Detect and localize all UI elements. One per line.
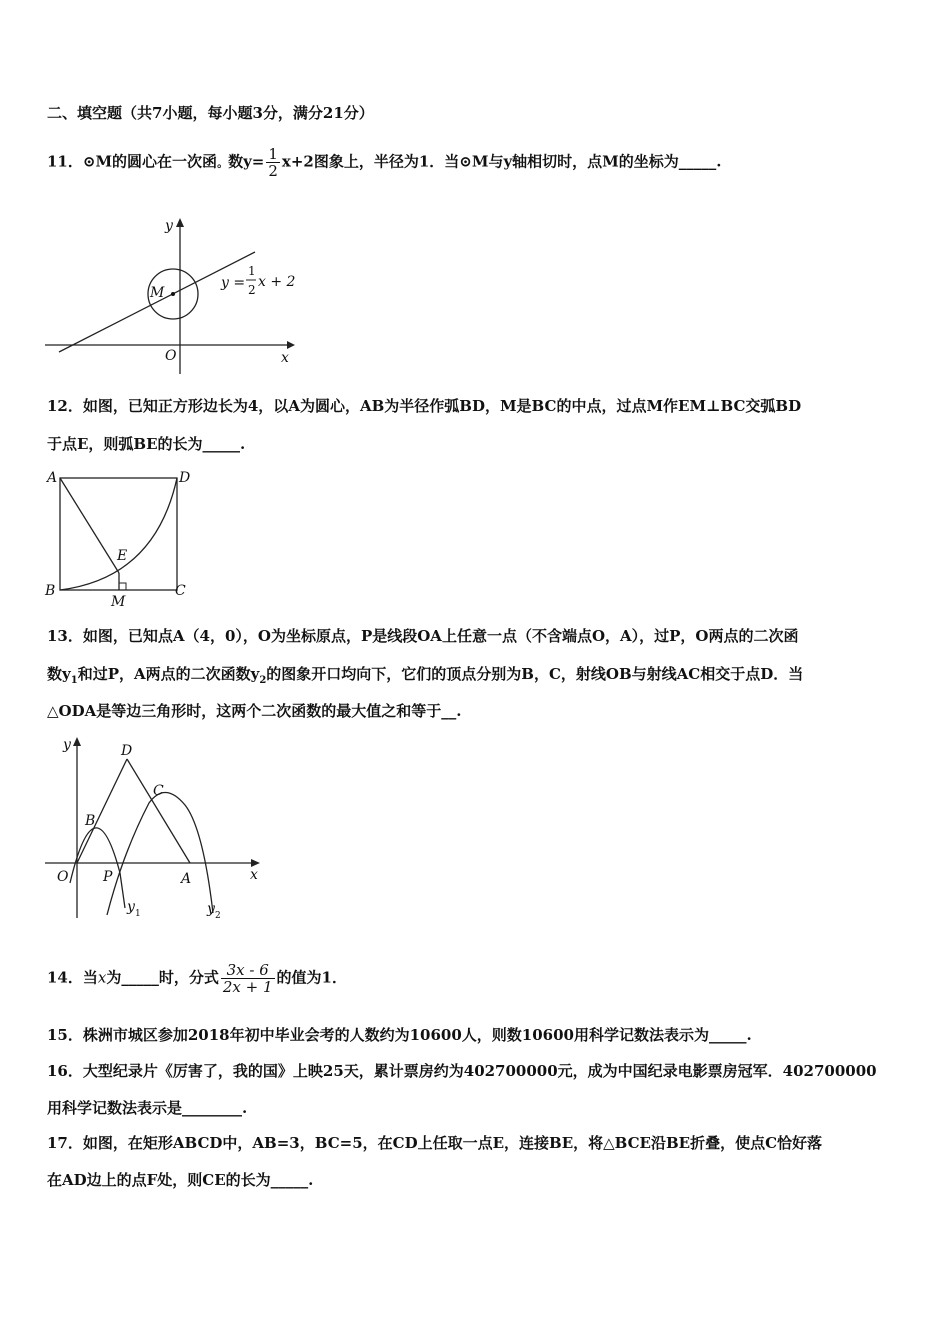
q13-sub2: 2 [259,675,267,686]
q13-label-y1-sub: 1 [135,909,141,919]
question-13-line1: 13．如图，已知点A（4，0），O为坐标原点，P是线段OA上任意一点（不含端点O，A），过P，O两点的二次函 [47,627,799,645]
q13-line2-c: 的图象开口均向下，它们的顶点分别为B，C，射线OB与射线AC相交于点D．当 [266,665,804,683]
q13-segment-od [77,759,127,863]
q13-label-y2-sub: 2 [215,911,221,921]
question-13-line2 [47,664,803,691]
q13-label-p: P [103,869,113,885]
q11-label-y: y [165,218,173,234]
question-12-line1: 12．如图，已知正方形边长为4，以A为圆心，AB为半径作弧BD，M是BC的中点，过点M作EM⊥BC交弧BD [47,397,802,415]
q11-frac-num: 1 [268,145,278,163]
q11-eq-tail: x + 2 [258,274,296,290]
q13-parabola-y1 [70,828,125,908]
q13-sub1: 1 [70,675,78,686]
q13-label-b: B [85,813,96,829]
q13-segment-da [127,759,190,863]
q14-before: 14．当 [47,968,98,987]
q12-label-b: B [45,583,56,599]
q11-y-arrow [176,218,184,227]
q13-line2-b: 和过P，A两点的二次函数y [77,665,260,683]
q14-var: x [97,968,107,987]
q11-eq-y: y = [221,275,246,291]
q13-line2-a: 数y [47,665,71,683]
q11-figure [45,212,305,381]
q14-frac-num: 3x - 6 [226,961,269,979]
q12-right-angle [119,583,126,590]
q11-center-point [171,292,175,296]
q13-label-y1: y [127,899,135,915]
q11-function-line [59,252,255,352]
q11-x-arrow [287,341,295,349]
q11-label-o: O [165,348,177,364]
question-11-text [47,146,722,179]
q12-label-m: M [111,594,126,610]
q14-after: 的值为1． [276,968,347,987]
q11-eq-num: 1 [248,264,256,278]
q13-y-arrow [73,737,81,746]
q14-mid: 为_____时，分式 [106,968,219,987]
question-12-line2: 于点E，则弧BE的长为_____. [47,435,246,453]
question-17-line2: 在AD边上的点F处，则CE的长为_____. [47,1171,314,1189]
q11-mid: 数y= [228,152,265,171]
q11-fraction [266,146,280,179]
q11-dot: 。 [217,156,229,170]
q13-label-y: y [63,737,71,753]
q13-x-arrow [251,859,260,867]
q14-fraction [221,962,275,995]
q13-label-y2: y [207,901,215,917]
q11-before: 11．⊙M的圆心在一次函 [47,152,218,171]
q11-frac-den: 2 [268,162,278,180]
question-16-line1: 16．大型纪录片《厉害了，我的国》上映25天，累计票房约为402700000元，成为中国纪录电影票房冠军．402700000 [47,1062,877,1080]
q12-label-a: A [47,470,58,486]
q11-label-m: M [150,285,165,301]
q11-label-x: x [281,350,289,366]
question-14-text [47,962,347,995]
q11-eq-den: 2 [248,283,256,297]
q13-label-x: x [250,867,258,883]
q12-label-e: E [117,548,128,564]
question-13-line3: △ODA是等边三角形时，这两个二次函数的最大值之和等于__. [47,702,462,720]
q14-frac-den: 2x + 1 [222,978,273,996]
q12-segment-ae [60,478,119,573]
question-17-line1: 17．如图，在矩形ABCD中，AB=3，BC=5，在CD上任取一点E，连接BE，将△BCE沿BE折叠，使点C恰好落 [47,1134,823,1152]
q13-label-o: O [57,869,69,885]
q13-label-c: C [153,783,164,799]
question-15-text: 15．株洲市城区参加2018年初中毕业会考的人数约为10600人，则数10600用科学记数法表示为_____. [47,1026,752,1044]
q13-label-a: A [181,871,192,887]
q12-label-c: C [175,583,186,599]
q12-label-d: D [179,470,191,486]
section-heading: 二、填空题（共7小题，每小题3分，满分21分） [47,104,374,122]
q12-figure [45,468,205,614]
q13-figure [45,733,275,927]
question-16-line2: 用科学记数法表示是________. [47,1099,248,1117]
q13-label-d: D [121,743,133,759]
q11-after: x+2图象上，半径为1．当⊙M与y轴相切时，点M的坐标为_____. [281,152,722,171]
